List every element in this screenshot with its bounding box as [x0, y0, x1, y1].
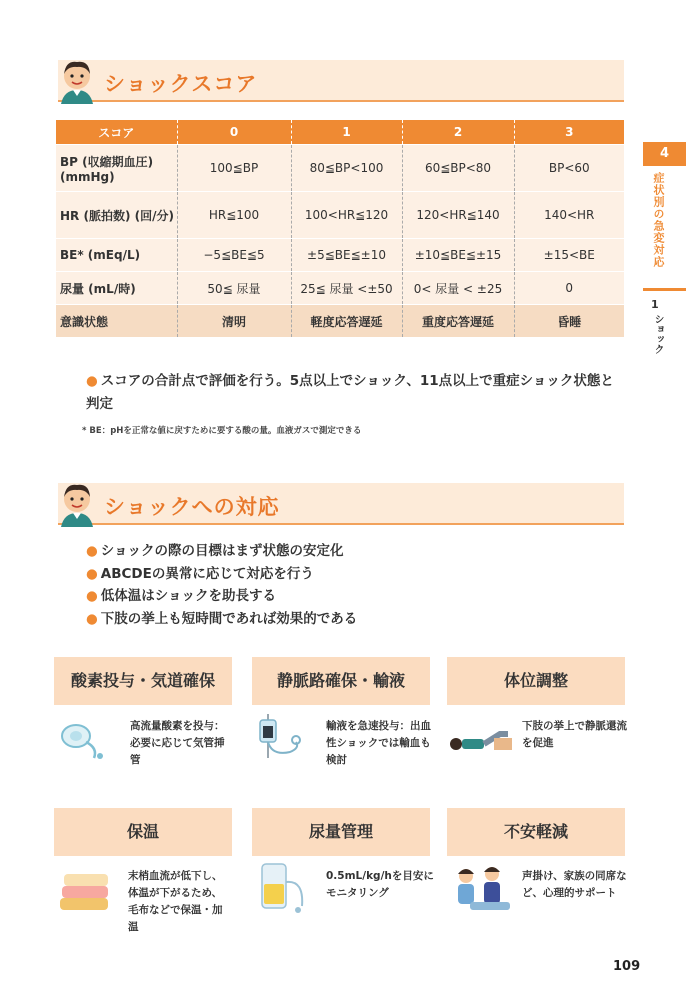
- bullet-dot-icon: ●: [86, 373, 98, 389]
- table-cell: 60≦BP<80: [402, 145, 514, 192]
- chapter-label: 症状別の急変対応: [652, 172, 665, 268]
- card-text-iv: 輸液を急速投与：出血性ショックでは輸血も検討: [326, 720, 431, 766]
- card-title-urine: 尿量管理: [252, 808, 430, 856]
- side-divider: [643, 288, 686, 291]
- table-row: [56, 192, 624, 239]
- table-row: [56, 305, 624, 338]
- caregiver-icon: [450, 862, 514, 916]
- table-header-row: [56, 120, 624, 145]
- card-title-position: 体位調整: [447, 657, 625, 705]
- bullet-dot-icon: ●: [86, 543, 98, 559]
- table-cell: 0: [514, 272, 624, 305]
- table-row: [56, 239, 624, 272]
- list-item: ● ショックの際の目標はまず状態の安定化: [86, 543, 344, 559]
- table-header: 3: [514, 120, 624, 145]
- table-cell: BP<60: [514, 145, 624, 192]
- table-cell: 100<HR≦120: [291, 192, 402, 239]
- response-bullet-list: [86, 540, 357, 630]
- list-item: ● 低体温はショックを助長する: [86, 588, 277, 604]
- table-cell: 120<HR≦140: [402, 192, 514, 239]
- urine-bag-icon: [258, 862, 314, 916]
- table-cell: 尿量 (mL/時): [56, 272, 177, 305]
- table-cell: HR≦100: [177, 192, 291, 239]
- iv-drip-icon: [254, 712, 308, 762]
- table-cell: BE* (mEq/L): [56, 239, 177, 272]
- card-title-iv: 静脈路確保・輸液: [252, 657, 430, 705]
- section-title-shock-score: ショックスコア: [104, 72, 258, 96]
- table-cell: 50≦ 尿量: [177, 272, 291, 305]
- table-cell: 意識状態: [56, 305, 177, 338]
- bullet-dot-icon: ●: [86, 610, 98, 627]
- table-cell: 軽度応答遅延: [291, 305, 402, 338]
- table-cell: 140<HR: [514, 192, 624, 239]
- nurse-avatar-icon: [56, 58, 98, 104]
- table-header: 1: [291, 120, 402, 145]
- list-item: ● 下肢の挙上も短時間であれば効果的である: [86, 610, 358, 627]
- bullet-dot-icon: ●: [86, 565, 98, 582]
- table-header: 0: [177, 120, 291, 145]
- chapter-number-tab: 4: [643, 142, 686, 166]
- card-text-urine: 0.5mL/kg/hを目安にモニタリング: [326, 870, 434, 899]
- section-label: ショック: [652, 314, 663, 354]
- table-cell: HR (脈拍数) (回/分): [56, 192, 177, 239]
- score-note: [86, 370, 626, 416]
- table-cell: 80≦BP<100: [291, 145, 402, 192]
- page-number: 109: [613, 959, 641, 974]
- section-number: 1: [651, 298, 659, 311]
- card-text-warming: 末梢血流が低下し、体温が下がるため、毛布などで保温・加温: [128, 870, 223, 933]
- bullet-dot-icon: ●: [86, 588, 98, 604]
- table-row: [56, 272, 624, 305]
- table-cell: 100≦BP: [177, 145, 291, 192]
- score-note-text: スコアの合計点で評価を行う。5点以上でショック、11点以上で重症ショック状態と判定: [86, 373, 614, 412]
- card-title-warming: 保温: [54, 808, 232, 856]
- card-text-position: 下肢の挙上で静脈還流を促進: [522, 720, 627, 749]
- table-cell: 25≦ 尿量 <±50: [291, 272, 402, 305]
- table-header: 2: [402, 120, 514, 145]
- card-title-anxiety: 不安軽減: [447, 808, 625, 856]
- leg-elevation-icon: [448, 726, 514, 754]
- list-item: ● ABCDEの異常に応じて対応を行う: [86, 565, 314, 582]
- card-text-anxiety: 声掛け、家族の同席など、心理的サポート: [522, 870, 627, 899]
- table-cell: ±5≦BE≦±10: [291, 239, 402, 272]
- blanket-icon: [56, 866, 114, 916]
- table-cell: BP (収縮期血圧) (mmHg): [56, 145, 177, 192]
- table-header: スコア: [56, 120, 177, 145]
- table-cell: ±15<BE: [514, 239, 624, 272]
- nurse-avatar-icon: [56, 481, 98, 527]
- card-title-oxygen: 酸素投与・気道確保: [54, 657, 232, 705]
- footnote: * BE：pHを正常な値に戻すために要する酸の量。血液ガスで測定できる: [82, 426, 362, 436]
- table-cell: ±10≦BE≦±15: [402, 239, 514, 272]
- table-cell: 0< 尿量 < ±25: [402, 272, 514, 305]
- table-row: [56, 145, 624, 192]
- section-title-shock-response: ショックへの対応: [104, 495, 280, 519]
- oxygen-mask-icon: [56, 718, 108, 762]
- shock-score-table: [56, 120, 624, 337]
- table-cell: 清明: [177, 305, 291, 338]
- card-text-oxygen: 高流量酸素を投与：必要に応じて気管挿管: [130, 720, 225, 766]
- table-cell: 昏睡: [514, 305, 624, 338]
- table-cell: −5≦BE≦5: [177, 239, 291, 272]
- table-cell: 重度応答遅延: [402, 305, 514, 338]
